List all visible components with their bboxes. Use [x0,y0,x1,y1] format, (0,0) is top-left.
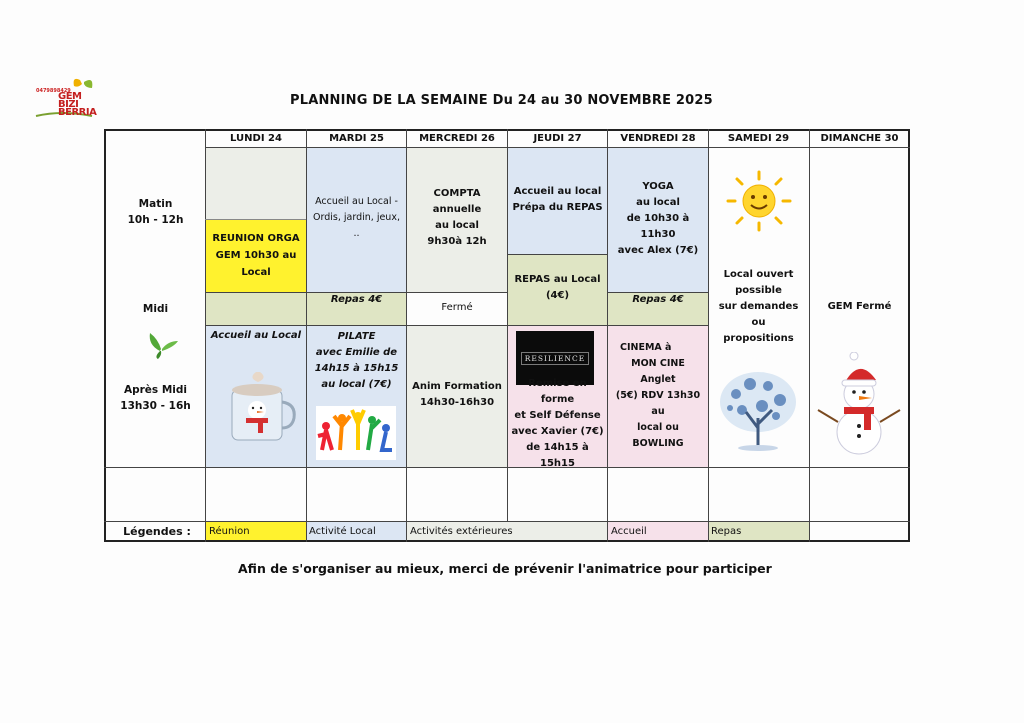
wed-morning-cell [407,184,507,252]
grid-line [104,467,910,468]
cell-line: GEM 10h30 au [215,249,297,261]
legend-title: Légendes : [123,524,191,538]
cell-line: 14h15 à 15h15 [314,363,399,374]
day-header-vendredi: VENDREDI 28 [620,133,696,144]
cell-line: possible [735,285,782,296]
tue-midi-cell: Repas 4€ [330,294,383,305]
cell-line: (5€) RDV 13h30 au [615,390,701,417]
cell-line: Local [241,266,271,278]
sun-cell: GEM Fermé [827,301,892,312]
cell-line: 14h30-16h30 [419,397,495,408]
day-header-mercredi: MERCREDI 26 [419,133,495,144]
timeslot-morning-label: Matin [138,198,173,210]
cell-line: Accueil au local [513,186,602,197]
cell-line: PILATE [337,331,376,342]
timeslot-afternoon-hours: 13h30 - 16h [120,400,191,412]
cell-line: YOGA [642,181,674,192]
logo-phone: 0479898429 [36,88,71,94]
timeslot-morning [106,192,205,232]
cell-line: Prépa du REPAS [512,202,603,213]
cell-line: Local ouvert [723,269,794,280]
timeslot-midday: Midi [142,303,169,315]
cell-line: propositions [723,333,794,344]
legend-accueil: Accueil [611,525,647,537]
logo-line3: BERRIA [58,107,97,118]
cell-line: avec Alex (7€) [617,245,699,256]
sat-cell [708,264,809,350]
cell-line: au local [636,197,680,208]
timeslot-morning-hours: 10h - 12h [127,214,184,226]
cell-line: Anim Formation [412,381,502,392]
cell-line: annuelle [432,204,482,215]
cell-line: ou [751,317,766,328]
thu-morning-cell [507,183,608,217]
snowman-mug-image [218,368,298,448]
legend-repas: Repas [711,525,742,537]
cell-line: avec Xavier (7€) [511,426,604,437]
cell-line: CINEMA à [620,342,672,353]
wed-afternoon-cell [407,378,507,412]
grid-line [205,325,708,326]
grid-line [205,219,306,220]
gem-logo [32,76,102,122]
cell-line: et Self Défense [514,410,601,421]
logo-line2: BIZI [58,99,79,110]
timeslot-afternoon [106,380,205,416]
cell-line: au local (7€) [321,379,392,390]
resilience-logo-text: RESILIENCE [521,352,589,365]
day-header-lundi: LUNDI 24 [230,133,282,144]
mon-reunion-cell [206,226,306,284]
snowman-image [814,352,904,458]
sun-icon [724,170,794,232]
timeslot-afternoon-label: Après Midi [123,384,187,396]
thu-midi-cell [507,271,608,305]
day-header-dimanche: DIMANCHE 30 [820,133,899,144]
fri-morning-cell [608,176,708,262]
day-header-jeudi: JEUDI 27 [533,133,582,144]
cell-line: 11h30 [640,229,676,240]
cell-line: avec Emilie de [315,347,398,358]
tue-morning-cell [306,192,407,244]
cell-line: local ou BOWLING [632,422,684,449]
thu-afternoon-cell [507,378,608,469]
fri-afternoon-cell [608,342,708,449]
tue-afternoon-cell [306,327,407,395]
day-header-mardi: MARDI 25 [329,133,384,144]
cell-line: COMPTA [433,188,481,199]
cell-line: 9h30à 12h [427,236,487,247]
cell-line: 15h15 [540,458,575,469]
legend-reunion: Réunion [209,525,250,537]
cell-line: sur demandes [718,301,799,312]
cell-line: REUNION ORGA [212,232,300,244]
butterfly-icon [144,331,180,361]
logo-line1: GEM [58,91,82,102]
cell-line: REPAS au Local [514,274,601,285]
cell-line: MON CINE Anglet [631,358,685,385]
footer-note: Afin de s'organiser au mieux, merci de prévenir l'animatrice pour participer [238,561,772,576]
grid-line [809,129,810,542]
day-header-samedi: SAMEDI 29 [727,133,790,144]
wed-midi-cell: Fermé [441,302,473,313]
cell-line: de 14h15 à [526,442,589,453]
cell-line: .. [353,228,360,239]
winter-tree-image [716,368,800,458]
page-title: PLANNING DE LA SEMAINE Du 24 au 30 NOVEMBRE 2025 [290,93,713,108]
mon-afternoon-cell: Accueil au Local [210,330,302,341]
fri-midi-cell: Repas 4€ [632,294,684,305]
cell-line: de 10h30 à [626,213,690,224]
cell-line: (4€) [545,290,570,301]
legend-activites-exterieures: Activités extérieures [410,525,513,537]
cell-line: Remise en forme [528,378,587,405]
legend-activite-local: Activité Local [309,525,376,537]
grid-line [205,147,910,148]
grid-line [507,254,608,255]
cell-line: Accueil au Local - [315,196,398,207]
cell-line: Ordis, jardin, jeux, [313,212,400,223]
cell-line: au local [435,220,479,231]
yoga-image [316,406,396,460]
